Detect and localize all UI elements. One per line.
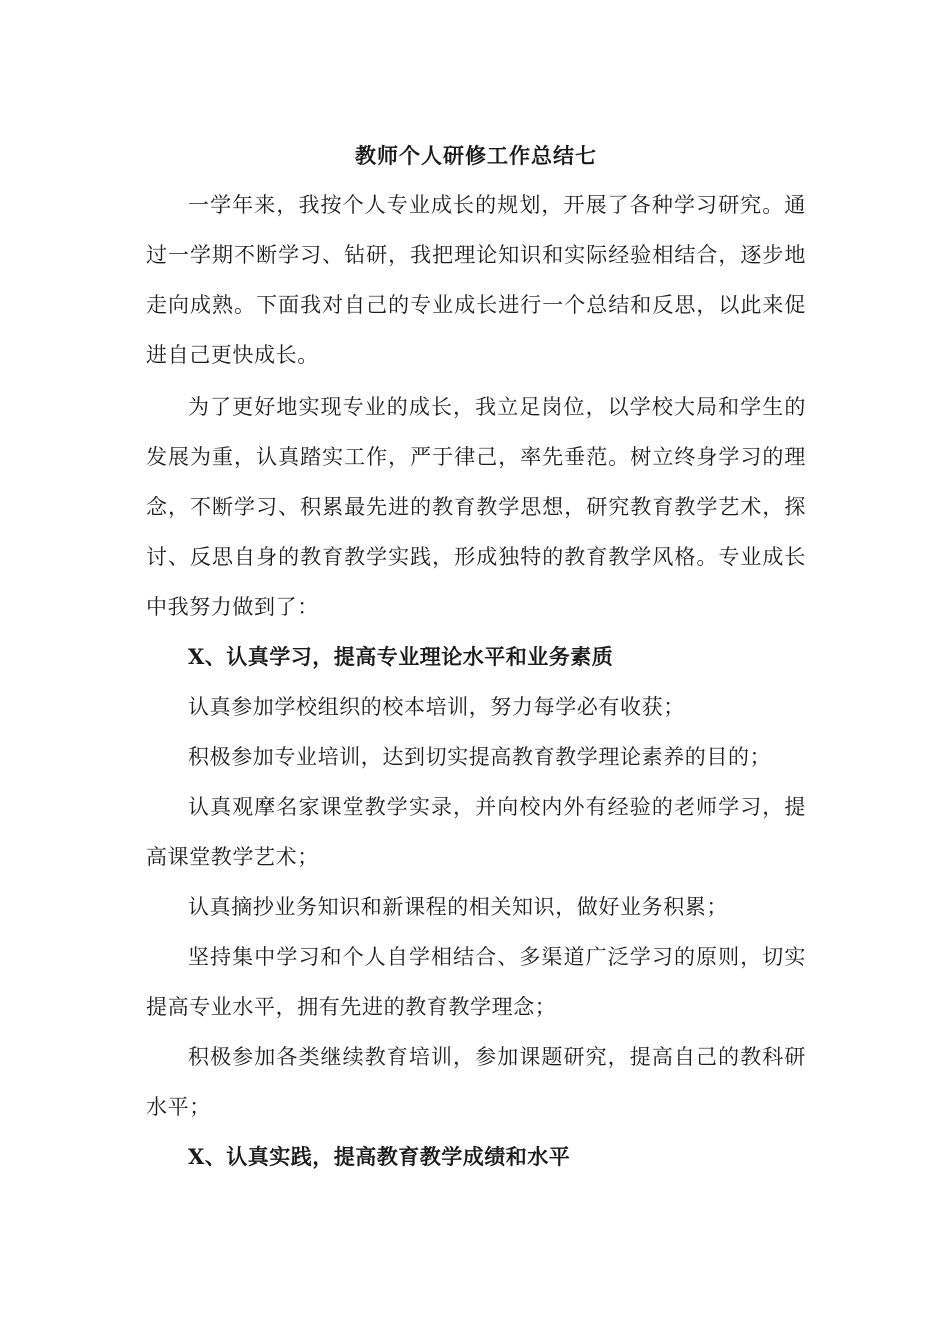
list-item: 积极参加各类继续教育培训，参加课题研究，提高自己的教科研水平；: [146, 1045, 806, 1119]
list-item: 认真摘抄业务知识和新课程的相关知识，做好业务积累；: [188, 895, 728, 919]
document-title: 教师个人研修工作总结七: [355, 143, 597, 168]
list-item: 认真参加学校组织的校本培训，努力每学必有收获；: [188, 695, 685, 719]
body-paragraph: 为了更好地实现专业的成长，我立足岗位，以学校大局和学生的发展为重，认真踏实工作，严于律己，率先垂范。树立终身学习的理念，不断学习、积累最先进的教育教学思想，研究教育教学艺术，探讨、反思自身的教育教学实践，形成独特的教育教学风格。专业成长中我努力做到了：: [146, 395, 806, 619]
section-heading-2: X、认真实践，提高教育教学成绩和水平: [188, 1144, 571, 1169]
list-item: 坚持集中学习和个人自学相结合、多渠道广泛学习的原则，切实提高专业水平，拥有先进的教育教学理念；: [146, 945, 806, 1019]
section-heading-1: X、认真学习，提高专业理论水平和业务素质: [188, 644, 614, 669]
list-item: 认真观摩名家课堂教学实录，并向校内外有经验的老师学习，提高课堂教学艺术；: [146, 795, 806, 869]
intro-paragraph: 一学年来，我按个人专业成长的规划，开展了各种学习研究。通过一学期不断学习、钻研，我把理论知识和实际经验相结合，逐步地走向成熟。下面我对自己的专业成长进行一个总结和反思，以此来促进自己更快成长。: [146, 193, 806, 367]
document-body: [146, 134, 806, 1182]
list-item: 积极参加专业培训，达到切实提高教育教学理论素养的目的；: [188, 745, 772, 769]
